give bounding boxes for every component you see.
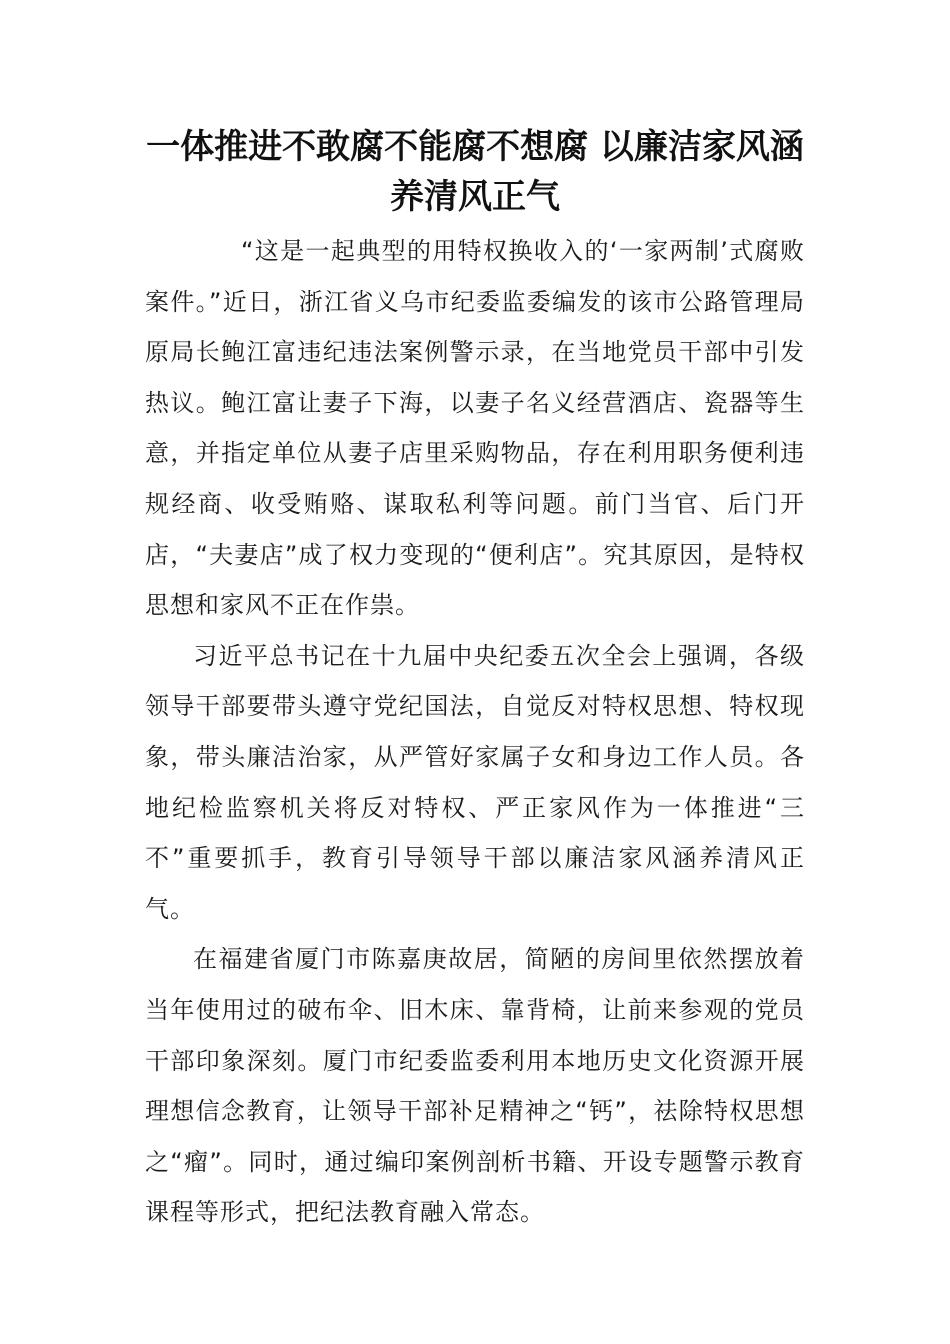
document-body: [145, 226, 805, 1238]
paragraph-2: 习近平总书记在十九届中央纪委五次全会上强调，各级领导干部要带头遵守党纪国法，自觉反对特权思想、特权现象，带头廉洁治家，从严管好家属子女和身边工作人员。各地纪检监察机关将反对特权、严正家风作为一体推进“三不”重要抓手，教育引导领导干部以廉洁家风涵养清风正气。: [145, 641, 805, 923]
paragraph-3: 在福建省厦门市陈嘉庚故居，简陋的房间里依然摆放着当年使用过的破布伞、旧木床、靠背椅，让前来参观的党员干部印象深刻。厦门市纪委监委利用本地历史文化资源开展理想信念教育，让领导干部补足精神之“钙”，祛除特权思想之“瘤”。同时，通过编印案例剖析书籍、开设专题警示教育课程等形式，把纪法教育融入常态。: [145, 945, 805, 1227]
paragraph-1: “这是一起典型的用特权换收入的‘一家两制’式腐败案件。”近日，浙江省义乌市纪委监委编发的该市公路管理局原局长鲍江富违纪违法案例警示录，在当地党员干部中引发热议。鲍江富让妻子下海，以妻子名义经营酒店、瓷器等生意，并指定单位从妻子店里采购物品，存在利用职务便利违规经商、收受贿赂、谋取私利等问题。前门当官、后门开店，“夫妻店”成了权力变现的“便利店”。究其原因，是特权思想和家风不正在作祟。: [145, 237, 805, 620]
document-title: 一体推进不敢腐不能腐不想腐 以廉洁家风涵养清风正气: [146, 127, 804, 217]
